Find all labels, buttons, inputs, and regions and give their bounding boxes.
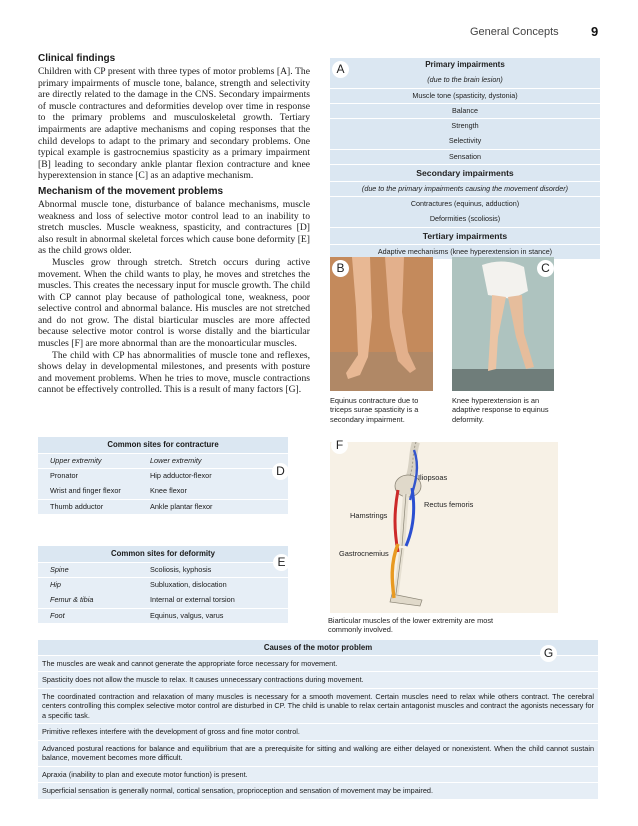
cause-row: Primitive reflexes interfere with the development of gross and fine motor control. xyxy=(38,724,598,740)
primary-item: Balance xyxy=(330,104,600,119)
figure-letter-a: A xyxy=(332,61,349,78)
table-title: Common sites for contracture xyxy=(38,437,288,453)
caption-c: Knee hyperextension is an adaptive response to equinus deformity. xyxy=(452,396,549,424)
table-header-cell: Upper extremity xyxy=(50,455,102,465)
mechanism-paragraph-1: Abnormal muscle tone, disturbance of balance mechanisms, muscle weakness and loss of selective motor control lead to an inability to stretch muscles. Muscle weakness, spasticity, and contractures [D] also result in abnormal skeletal forces which cause bone deformity [E] as the child grows older. xyxy=(38,198,310,257)
secondary-impairments-title: Secondary impairments xyxy=(330,165,600,181)
mechanism-paragraph-2: Muscles grow through stretch. Stretch occurs during active movement. When the child wants to play, he moves and stretches the muscles. This creates the necessary input for muscle growth. The child with CP cannot play because of pathological tone, weakness, poor selective control and abnormal balance. His muscles are not stretched and do not grow. The distal biarticular muscles are more affected because selective motor control is worse distally and the biarticular muscles [F] are more abnormal than are the monoarticular muscles. xyxy=(38,256,310,350)
primary-impairments-title: Primary impairments xyxy=(330,58,600,73)
clinical-findings-heading: Clinical findings xyxy=(38,53,116,64)
label-hamstrings: Hamstrings xyxy=(350,511,388,520)
label-gastrocnemius: Gastrocnemius xyxy=(339,549,389,558)
deformity-sites-table xyxy=(38,546,288,623)
table-cell: Thumb adductor xyxy=(50,501,104,511)
clinical-findings-paragraph: Children with CP present with three types of motor problems [A]. The primary impairments of muscle tone, balance, strength and selectivity are directly related to the damage in the CNS. Secondary impairments of muscle contractures and deformities develop over time in response to the primary problems and musculoskeletal growth. Tertiary impairments are adaptive mechanisms and coping responses that the child develops to adapt to the primary and secondary problems. One typical example is gastrocnemius spasticity as a primary impairment [B] leading to secondary ankle plantar flexion contracture and knee hyperextension in stance [C] as an adaptive mechanism. xyxy=(38,66,310,182)
table-row xyxy=(38,609,288,624)
caption-f: Biarticular muscles of the lower extremity are most commonly involved. xyxy=(328,616,494,635)
causes-title: Causes of the motor problem xyxy=(38,640,598,655)
primary-item: Selectivity xyxy=(330,134,600,149)
label-iliopsoas: Iliopsoas xyxy=(418,473,448,482)
table-row xyxy=(38,484,288,499)
impairments-box xyxy=(330,58,600,260)
caption-b: Equinus contracture due to triceps surae spasticity is a secondary impairment. xyxy=(330,396,419,424)
primary-item: Strength xyxy=(330,119,600,134)
primary-item: Sensation xyxy=(330,150,600,165)
secondary-item: Deformities (scoliosis) xyxy=(330,212,600,227)
cause-row: Spasticity does not allow the muscle to relax. It causes unnecessary contractions during movement. xyxy=(38,672,598,688)
figure-letter-d: D xyxy=(272,463,289,480)
table-row xyxy=(38,578,288,593)
contracture-sites-table xyxy=(38,437,288,514)
table-cell: Subluxation, dislocation xyxy=(150,580,227,590)
table-cell: Hip adductor-flexor xyxy=(150,471,212,481)
table-row xyxy=(38,593,288,608)
table-row xyxy=(38,500,288,515)
table-cell: Internal or external torsion xyxy=(150,595,235,605)
photo-knee-hyperextension xyxy=(452,257,554,391)
figure-letter-e: E xyxy=(273,554,290,571)
tertiary-impairments-title: Tertiary impairments xyxy=(330,228,600,244)
table-header-row xyxy=(38,454,288,469)
photo-equinus-contracture xyxy=(330,257,433,391)
table-cell: Pronator xyxy=(50,471,78,481)
table-cell: Spine xyxy=(50,564,69,574)
mechanism-heading: Mechanism of the movement problems xyxy=(38,185,224,197)
table-title: Common sites for deformity xyxy=(38,546,288,562)
biarticular-muscles-figure xyxy=(330,442,558,613)
table-cell: Hip xyxy=(50,580,61,590)
table-cell: Scoliosis, kyphosis xyxy=(150,564,212,574)
table-cell: Ankle plantar flexor xyxy=(150,501,213,511)
table-cell: Equinus, valgus, varus xyxy=(150,610,224,620)
mechanism-paragraph-3: The child with CP has abnormalities of muscle tone and reflexes, shows delay in developmental milestones, and presents with posture and movement problems. When he tries to move, muscle contractions cannot be effectively controlled. This is a result of many factors [G]. xyxy=(38,349,310,396)
tertiary-item: Adaptive mechanisms (knee hyperextension in stance) xyxy=(330,245,600,260)
primary-item: Muscle tone (spasticity, dystonia) xyxy=(330,89,600,104)
table-cell: Foot xyxy=(50,610,65,620)
cause-row: Advanced postural reactions for balance and equilibrium that are a prerequisite for sitting and walking are either delayed or nonexistent. When the child cannot sustain balance, movement becomes more difficult. xyxy=(38,741,598,766)
secondary-item: Contractures (equinus, adduction) xyxy=(330,197,600,212)
table-cell: Femur & tibia xyxy=(50,595,94,605)
table-row xyxy=(38,469,288,484)
cause-row: The coordinated contraction and relaxation of many muscles is necessary for a smooth movement. Certain muscles need to relax while others contract. The cerebral centers controlling this complex selective motor control are disturbed in CP. The child is unable to relax certain antagonist muscles and contract the agonists necessary for a specific task. xyxy=(38,689,598,724)
body-text-column xyxy=(38,52,310,396)
figure-letter-b: B xyxy=(332,260,349,277)
motor-problem-causes-box xyxy=(38,640,598,799)
cause-row: Apraxia (inability to plan and execute motor function) is present. xyxy=(38,767,598,783)
cause-row: Superficial sensation is generally normal, cortical sensation, proprioception and sensation of movement may be impaired. xyxy=(38,783,598,799)
figure-letter-f: F xyxy=(331,437,348,454)
label-rectus-femoris: Rectus femoris xyxy=(424,500,474,509)
running-header: General Concepts xyxy=(470,26,559,38)
table-row xyxy=(38,563,288,578)
figure-letter-g: G xyxy=(540,645,557,662)
table-header-cell: Lower extremity xyxy=(150,455,202,465)
cause-row: The muscles are weak and cannot generate the appropriate force necessary for movement. xyxy=(38,656,598,672)
secondary-impairments-subtitle: (due to the primary impairments causing the movement disorder) xyxy=(330,182,600,197)
primary-impairments-subtitle: (due to the brain lesion) xyxy=(330,73,600,88)
figure-letter-c: C xyxy=(537,260,554,277)
table-cell: Knee flexor xyxy=(150,486,187,496)
table-cell: Wrist and finger flexor xyxy=(50,486,121,496)
page-number: 9 xyxy=(591,24,599,39)
